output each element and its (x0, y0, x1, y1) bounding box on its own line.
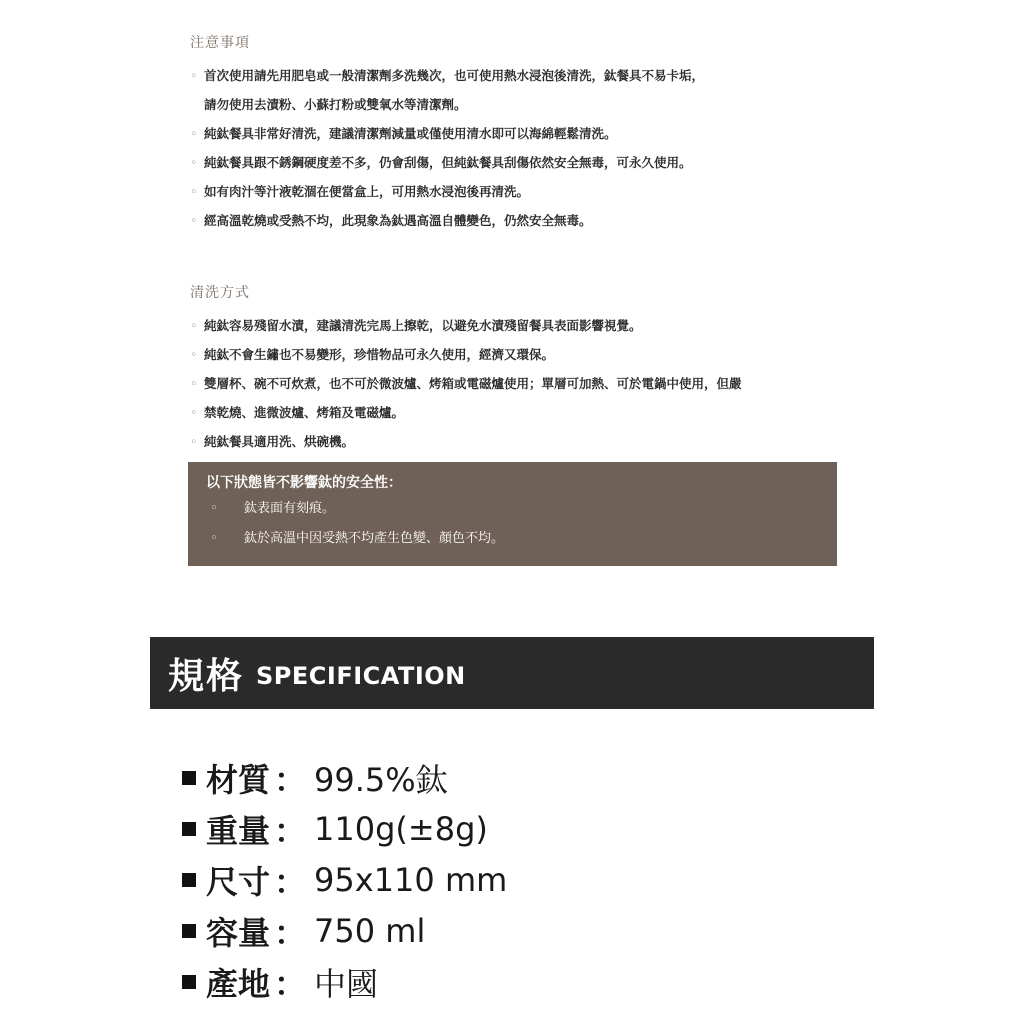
spec-value: 110g(±8g) (314, 809, 488, 848)
note-item-continued: 請勿使用去漬粉、小蘇打粉或雙氧水等清潔劑。 (204, 97, 467, 112)
cleaning-item: ◦ 禁乾燒、進微波爐、烤箱及電磁爐。 (190, 398, 850, 427)
square-bullet-icon (182, 975, 196, 989)
bullet-icon: ◦ (190, 126, 198, 141)
colon: ： (274, 760, 307, 799)
bullet-icon: ◦ (210, 531, 218, 546)
note-item: ◦ 純鈦餐具跟不銹鋼硬度差不多，仍會刮傷，但純鈦餐具刮傷依然安全無毒，可永久使用。 (190, 148, 850, 177)
bullet-icon: ◦ (190, 155, 198, 170)
colon: ： (274, 811, 307, 850)
bullet-icon: ◦ (190, 68, 198, 83)
note-item: ◦ 經高溫乾燒或受熱不均，此現象為鈦遇高溫自體變色，仍然安全無毒。 (190, 206, 850, 235)
bullet-icon: ◦ (190, 318, 198, 333)
spec-row-capacity (182, 905, 507, 956)
cleaning-item: ◦ 純鈦容易殘留水漬，建議清洗完馬上擦乾，以避免水漬殘留餐具表面影響視覺。 (190, 311, 850, 340)
note-item: ◦ 如有肉汁等汁液乾涸在便當盒上，可用熱水浸泡後再清洗。 (190, 177, 850, 206)
spec-value: 750 ml (314, 911, 426, 950)
spec-value: 95x110 mm (314, 860, 508, 899)
notes-title: 注意事項 (190, 35, 250, 51)
spec-label: 尺寸 (206, 862, 271, 901)
spec-row-material (182, 752, 507, 803)
colon: ： (274, 862, 307, 901)
bullet-icon: ◦ (210, 501, 218, 516)
colon: ： (274, 964, 307, 1003)
spec-row-origin (182, 956, 507, 1007)
cleaning-item: ◦ 雙層杯、碗不可炊煮，也不可於微波爐、烤箱或電磁爐使用；單層可加熱、可於電鍋中使用，但嚴 (190, 369, 850, 398)
square-bullet-icon (182, 771, 196, 785)
spec-list (182, 752, 507, 1007)
bullet-icon: ◦ (190, 347, 198, 362)
notice-item: ◦ 鈦於高溫中因受熱不均產生色變、顏色不均。 (206, 524, 819, 554)
spec-title-en: SPECIFICATION (256, 662, 466, 690)
spec-title-zh: 規格 (168, 655, 245, 697)
safety-notice-box (188, 462, 837, 566)
notice-title: 以下狀態皆不影響鈦的安全性： (206, 475, 402, 491)
cleaning-title: 清洗方式 (190, 285, 250, 301)
cleaning-item: ◦ 純鈦餐具適用洗、烘碗機。 (190, 427, 850, 456)
note-item: ◦ 首次使用請先用肥皂或一般清潔劑多洗幾次，也可使用熱水浸泡後清洗，鈦餐具不易卡垢， (190, 61, 850, 90)
note-item: ◦ 純鈦餐具非常好清洗，建議清潔劑減量或僅使用清水即可以海綿輕鬆清洗。 (190, 119, 850, 148)
spec-row-size (182, 854, 507, 905)
cleaning-item: ◦ 純鈦不會生鏽也不易變形，珍惜物品可永久使用，經濟又環保。 (190, 340, 850, 369)
spec-label: 容量 (206, 913, 271, 952)
spec-row-weight (182, 803, 507, 854)
cleaning-section (190, 282, 850, 456)
bullet-icon: ◦ (190, 184, 198, 199)
specification-banner (150, 637, 874, 709)
square-bullet-icon (182, 924, 196, 938)
bullet-icon: ◦ (190, 405, 198, 420)
spec-label: 材質 (206, 760, 271, 799)
bullet-icon: ◦ (190, 213, 198, 228)
notice-item: ◦ 鈦表面有刻痕。 (206, 494, 819, 524)
bullet-icon: ◦ (190, 434, 198, 449)
spec-label: 重量 (206, 811, 271, 850)
spec-label: 產地 (206, 964, 271, 1003)
spec-value: 中國 (314, 964, 379, 1003)
spec-value: 99.5%鈦 (314, 760, 448, 799)
notes-section (190, 32, 850, 235)
square-bullet-icon (182, 822, 196, 836)
bullet-icon: ◦ (190, 376, 198, 391)
square-bullet-icon (182, 873, 196, 887)
colon: ： (274, 913, 307, 952)
